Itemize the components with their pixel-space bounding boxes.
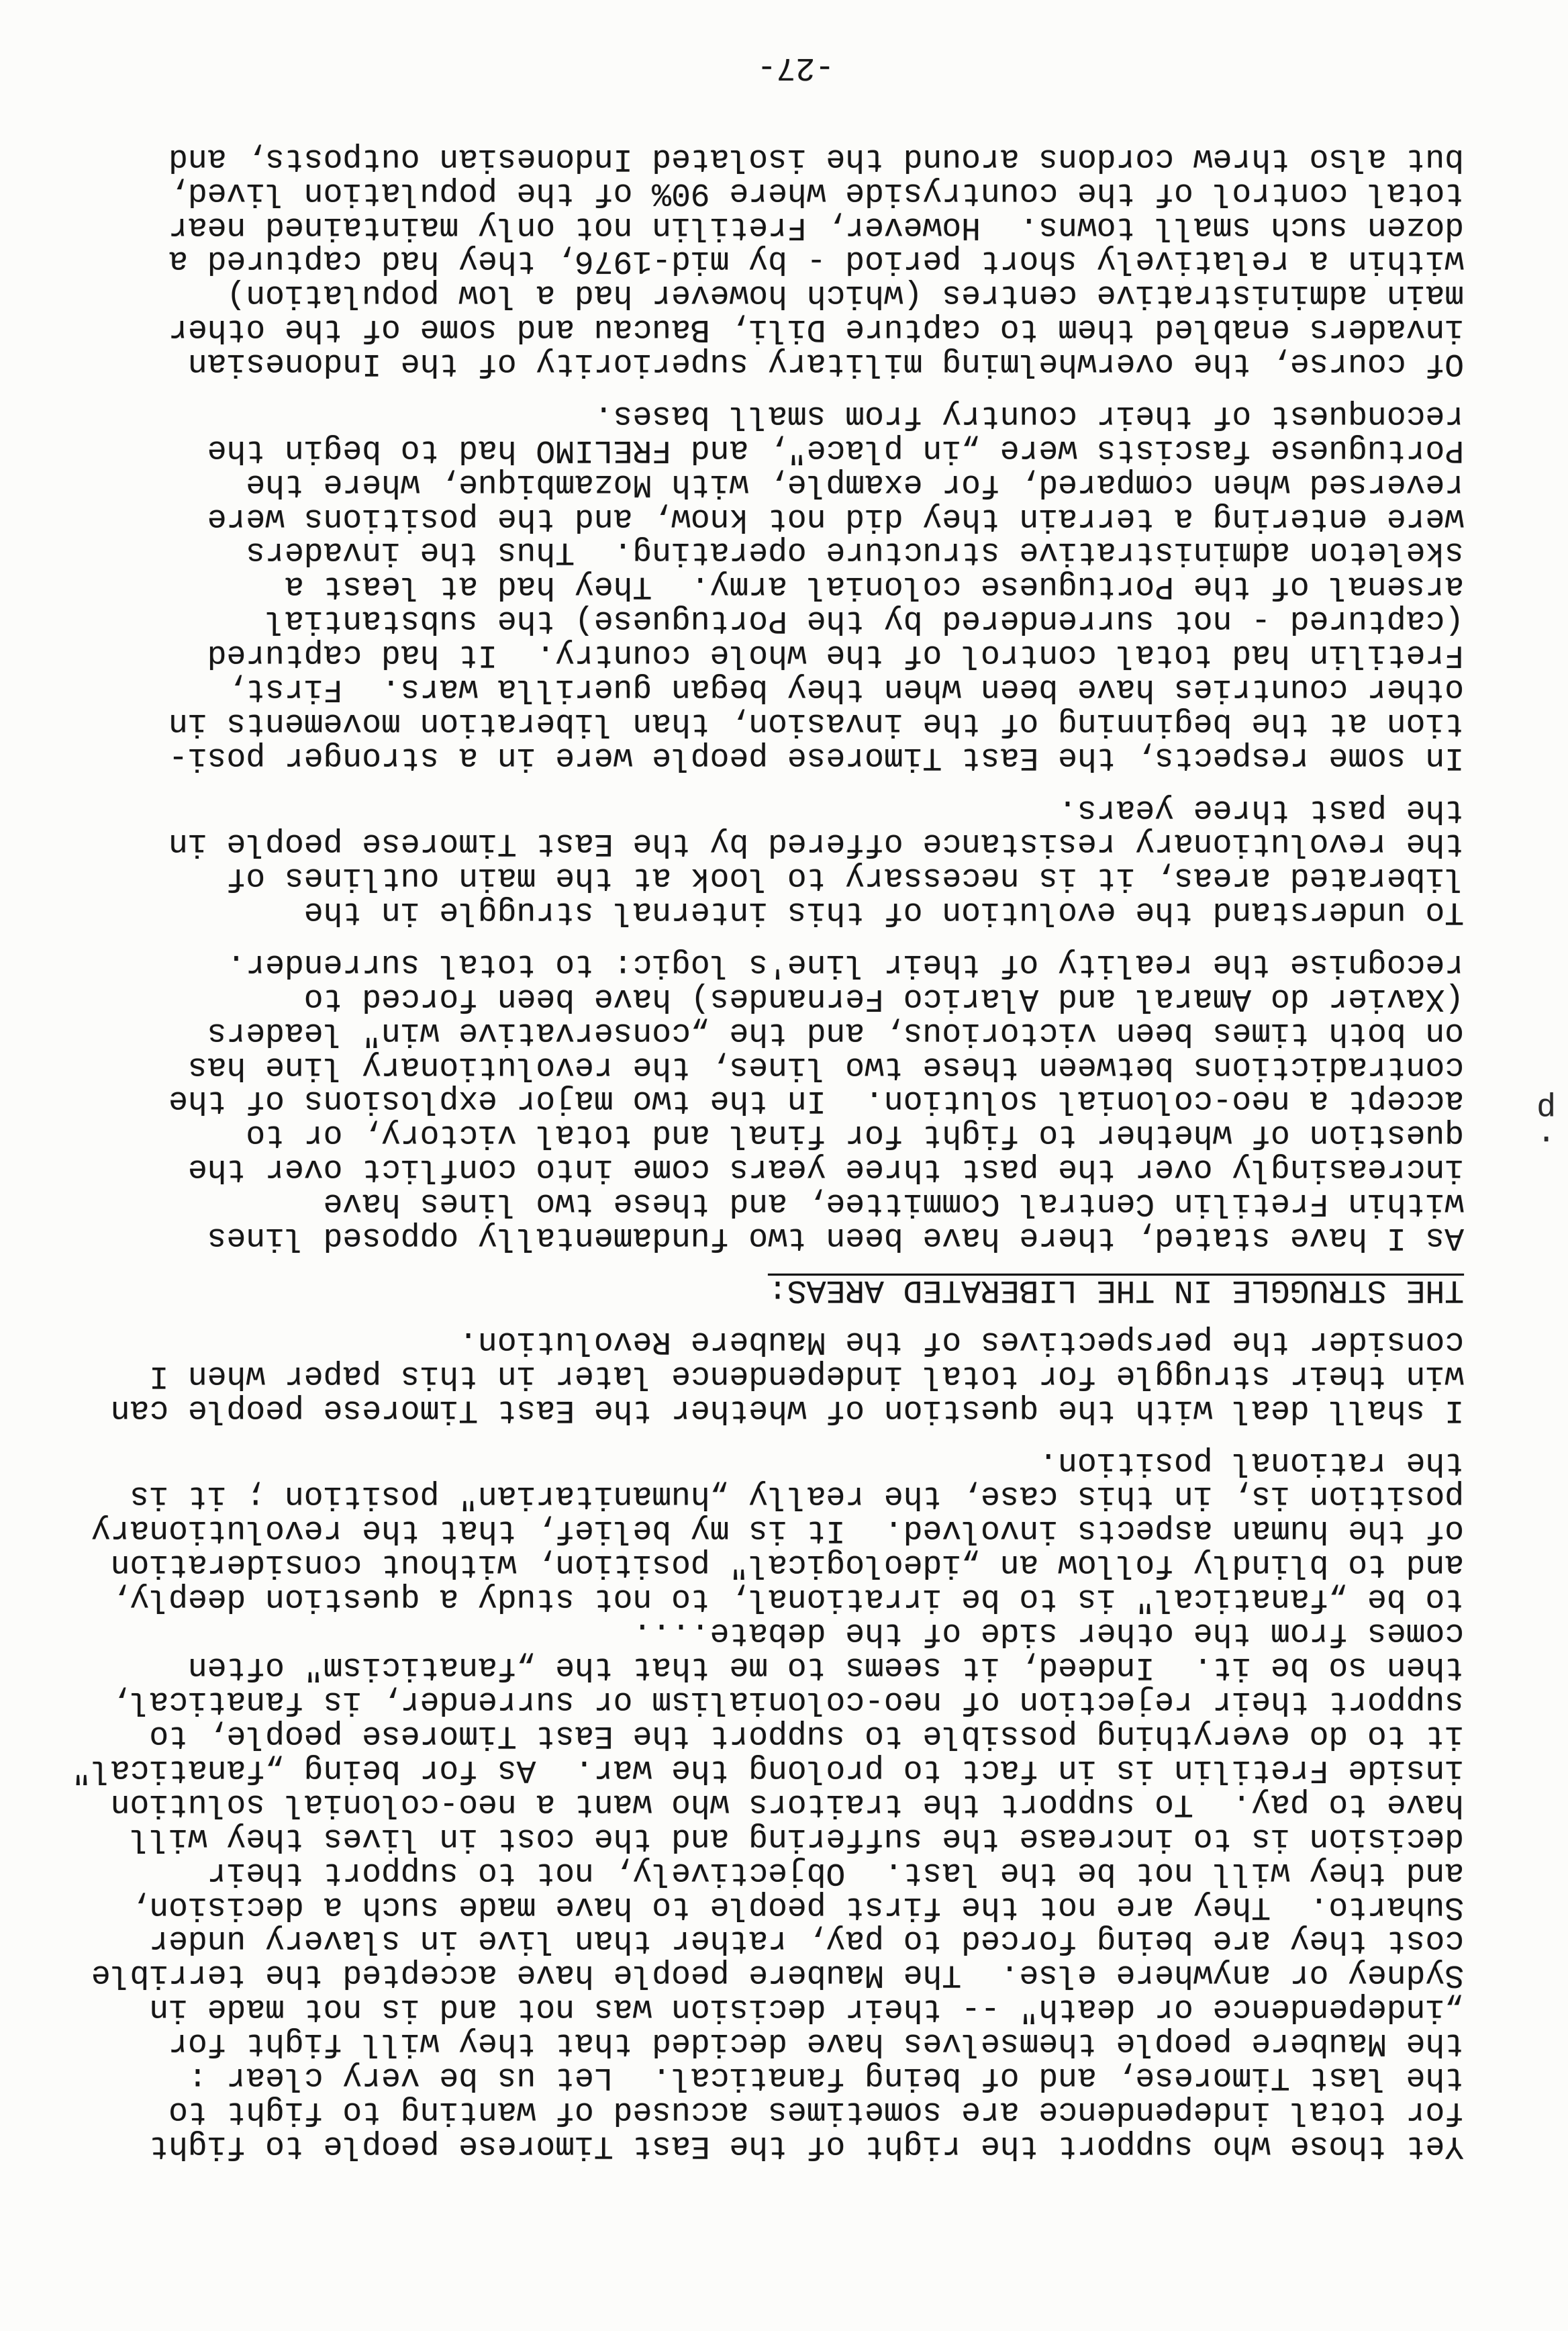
text-line: Portuguese fascists were „in place", and FRELIMO had to begin the bbox=[207, 431, 1464, 468]
text-line: As I have stated, there have been two fundamentally opposed lines bbox=[207, 1219, 1464, 1256]
text-line: main administrative centres (which however had a low population) bbox=[226, 277, 1464, 314]
text-line: within a relatively short period - by mid-1976, they had captured a bbox=[168, 242, 1464, 279]
paragraph bbox=[41, 141, 1464, 380]
text-line: increasingly over the past three years come into conflict over the bbox=[187, 1151, 1464, 1188]
margin-mark-letter: p bbox=[1536, 1089, 1556, 1125]
text-line: of the human aspects involved. It is my belief, that the revolutionary bbox=[91, 1512, 1464, 1549]
text-line: the rational position. bbox=[1038, 1443, 1464, 1480]
text-line: question of whether to fight for final and total victory, or to bbox=[246, 1116, 1464, 1153]
text-line: position is, in this case, the really „humanitarian" position ; it is bbox=[130, 1478, 1464, 1515]
text-line: total control of the countryside where 90% of the population lived, bbox=[168, 174, 1464, 211]
text-line: Suharto. They are not the first people to have made such a decision, bbox=[130, 1888, 1464, 1925]
paragraph bbox=[41, 1324, 1464, 1427]
section-heading bbox=[41, 1272, 1464, 1306]
text-line: skeleton administrative structure operating. Thus the invaders bbox=[246, 534, 1464, 571]
margin-mark-dot: . bbox=[1536, 1127, 1556, 1163]
text-line: to be „fanatical" is to be irrational, to not study a question deeply, bbox=[110, 1580, 1464, 1617]
text-line: consider the perspectives of the Maubere Revolution. bbox=[458, 1323, 1464, 1360]
text-line: (captured - not surrendered by the Portuguese) the substantial bbox=[265, 602, 1464, 639]
text-line: dozen such small towns. However, Fretilin not only maintained near bbox=[168, 208, 1464, 245]
text-line: Yet those who support the right of the East Timorese people to fight bbox=[149, 2128, 1464, 2164]
paragraph bbox=[41, 1445, 1464, 2162]
text-line: inside Fretilin is in fact to prolong the war. As for being „fanatical" bbox=[72, 1751, 1464, 1788]
text-line: were entering a terrain they did not know, and the positions were bbox=[207, 500, 1464, 536]
text-line: To understand the evolution of this internal struggle in the bbox=[303, 894, 1464, 931]
text-line: the last Timorese, and of being fanatical. Let us be very clear : bbox=[187, 2059, 1464, 2096]
text-line: it to do everything possible to support the East Timorese people, to bbox=[149, 1717, 1464, 1754]
text-line: the Maubere people themselves have decided that they will fight for bbox=[168, 2025, 1464, 2062]
text-line: for total independence are sometimes accused of wanting to fight to bbox=[168, 2093, 1464, 2130]
text-line: contradictions between these two lines, the revolutionary line has bbox=[187, 1048, 1464, 1085]
text-line: arsenal of the Portuguese colonial army. They had at least a bbox=[284, 568, 1464, 605]
text-line: the past three years. bbox=[1058, 791, 1464, 828]
text-line: tion at the beginning of the invasion, than liberation movements in bbox=[168, 705, 1464, 742]
text-line: support their rejection of neo-colonialism or surrender, is fanatical, bbox=[110, 1683, 1464, 1720]
text-line: comes from the other side of the debate.... bbox=[632, 1615, 1464, 1652]
paragraph bbox=[41, 947, 1464, 1254]
text-line: In some respects, the East Timorese people were in a stronger posi- bbox=[168, 739, 1464, 775]
page-number: -27- bbox=[756, 49, 834, 85]
text-line: other countries have been when they began guerilla wars. First, bbox=[226, 671, 1464, 708]
text-line: then so be it. Indeed, it seems to me that the „fanaticism" often bbox=[187, 1649, 1464, 1686]
text-line: (Xavier do Amaral and Alarico Fernandes) have been forced to bbox=[303, 980, 1464, 1016]
text-line: Of course, the overwhelming military superiority of the Indonesian bbox=[187, 345, 1464, 382]
text-line: I shall deal with the question of whether the East Timorese people can bbox=[110, 1392, 1464, 1429]
text-line: have to pay. To support the traitors who want a neo-colonial solution bbox=[110, 1785, 1464, 1822]
text-line: „independence or death" -- their decision was not and is not made in bbox=[149, 1991, 1464, 2028]
text-line: win their struggle for total independence later in this paper when I bbox=[149, 1358, 1464, 1394]
text-line: cost they are being forced to pay, rather than live in slavery under bbox=[149, 1922, 1464, 1959]
text-line: Sydney or anywhere else. The Maubere people have accepted the terrible bbox=[91, 1956, 1464, 1993]
text-line: within Fretilin Central Committee, and these two lines have bbox=[323, 1185, 1464, 1222]
text-line: recognise the reality of their line's logic: to total surrender. bbox=[226, 945, 1464, 982]
paragraph bbox=[41, 398, 1464, 774]
margin-mark bbox=[1536, 1088, 1556, 1163]
text-line: the revolutionary resistance offered by the East Timorese people in bbox=[168, 825, 1464, 862]
text-line: and they will not be the last. Objectively, not to support their bbox=[207, 1854, 1464, 1891]
text-line: reconquest of their country from small bases. bbox=[593, 397, 1464, 434]
text-line: decision is to increase the suffering and the cost in lives they will bbox=[130, 1819, 1464, 1856]
text-line: on both times been victorious, and the „conservative win" leaders bbox=[207, 1014, 1464, 1051]
document-body bbox=[41, 123, 1464, 2162]
text-line: liberated areas, it is necessary to look at the main outlines of bbox=[226, 859, 1464, 896]
text-line: reversed when compared, for example, with Mozambique, where the bbox=[246, 465, 1464, 502]
text-line: Fretilin had total control of the whole country. It had captured bbox=[207, 636, 1464, 673]
paragraph bbox=[41, 792, 1464, 929]
text-line: accept a neo-colonial solution. In the two major explosions of the bbox=[168, 1082, 1464, 1119]
text-line: invaders enabled them to capture Dili, Baucau and some of the other bbox=[168, 311, 1464, 348]
text-line: and to blindly follow an „ideological" position, without consideration bbox=[110, 1546, 1464, 1583]
text-line: but also threw cordons around the isolated Indonesian outposts, and bbox=[168, 140, 1464, 177]
section-heading-text: THE STRUGGLE IN THE LIBERATED AREAS: bbox=[768, 1271, 1464, 1308]
